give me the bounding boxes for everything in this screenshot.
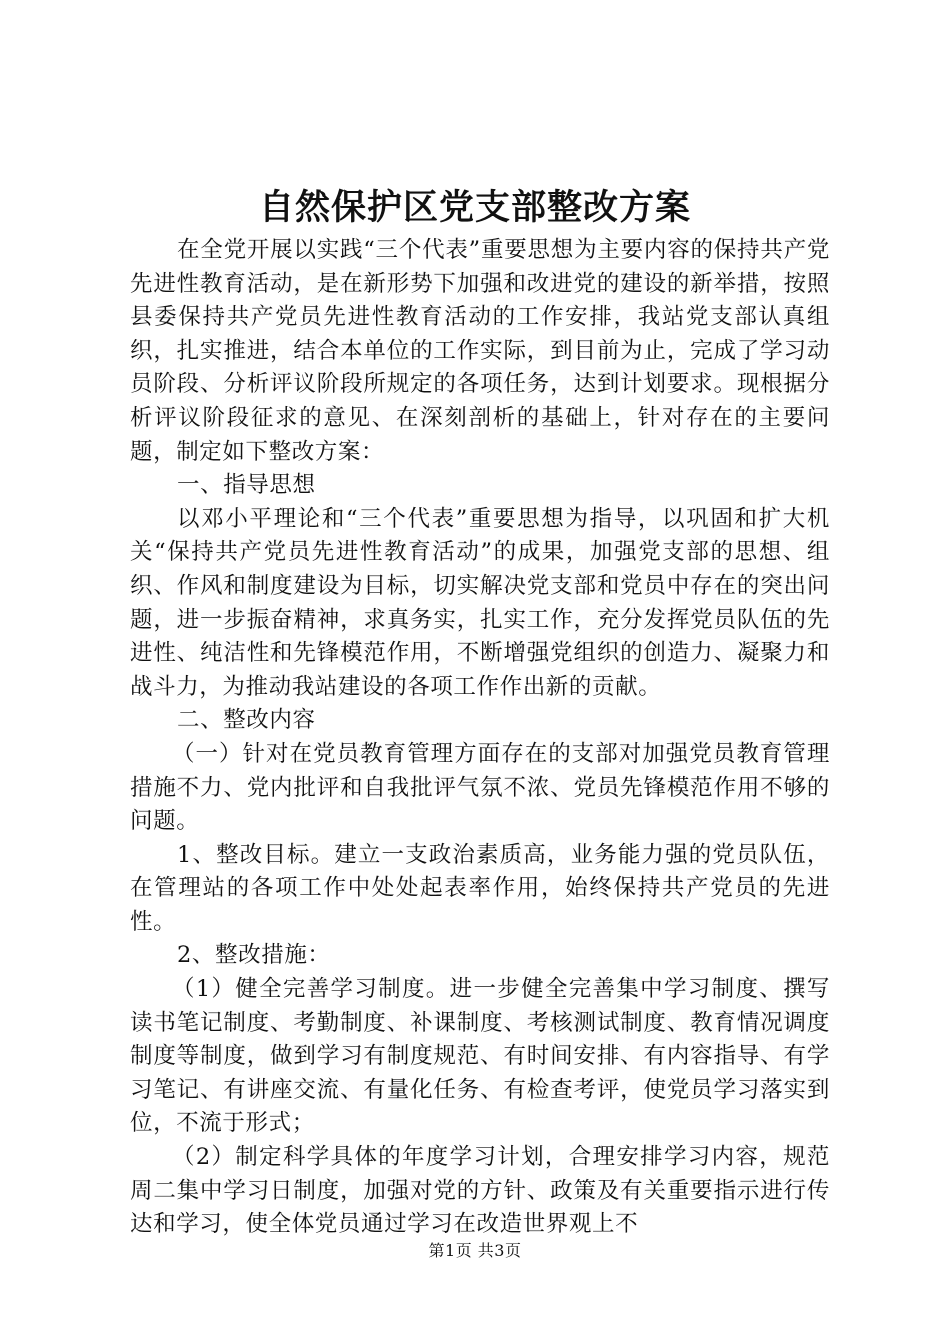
rectification-goal-paragraph: 1、整改目标。建立一支政治素质高，业务能力强的党员队伍，在管理站的各项工作中处处起表率作用，始终保持共产党员的先进性。	[130, 841, 830, 935]
issue-one-paragraph: （一）针对在党员教育管理方面存在的支部对加强党员教育管理措施不力、党内批评和自我批评气氛不浓、党员先锋模范作用不够的问题。	[130, 740, 830, 835]
document-body	[130, 234, 830, 1242]
document-title: 自然保护区党支部整改方案	[258, 187, 691, 228]
measure-one-paragraph: （1）健全完善学习制度。进一步健全完善集中学习制度、撰写读书笔记制度、考勤制度、补课制度、考核测试制度、教育情况调度制度等制度，做到学习有制度规范、有时间安排、有内容指导、有学习笔记、有讲座交流、有量化任务、有检查考评，使党员学习落实到位，不流于形式；	[130, 976, 830, 1137]
section-heading-guiding-thought: 一、指导思想	[177, 472, 316, 499]
section-heading-rectification-content: 二、整改内容	[177, 707, 316, 734]
rectification-measures-heading: 2、整改措施：	[177, 942, 331, 969]
measure-two-paragraph: （2）制定科学具体的年度学习计划，合理安排学习内容，规范周二集中学习日制度，加强对党的方针、政策及有关重要指示进行传达和学习，使全体党员通过学习在改造世界观上不	[130, 1144, 830, 1238]
guiding-thought-paragraph: 以邓小平理论和“三个代表”重要思想为指导，以巩固和扩大机关“保持共产党员先进性教育活动”的成果，加强党支部的思想、组织、作风和制度建设为目标，切实解决党支部和党员中存在的突出问题，进一步振奋精神，求真务实，扎实工作，充分发挥党员队伍的先进性、纯洁性和先锋模范作用，不断增强党组织的创造力、凝聚力和战斗力，为推动我站建设的各项工作作出新的贡献。	[130, 505, 830, 700]
intro-paragraph: 在全党开展以实践“三个代表”重要思想为主要内容的保持共产党先进性教育活动，是在新形势下加强和改进党的建设的新举措，按照县委保持共产党员先进性教育活动的工作安排，我站党支部认真组织，扎实推进，结合本单位的工作实际，到目前为止，完成了学习动员阶段、分析评议阶段所规定的各项任务，达到计划要求。现根据分析评议阶段征求的意见、在深刻剖析的基础上，针对存在的主要问题，制定如下整改方案：	[130, 237, 830, 465]
page-number-footer: 第1页 共3页	[428, 1241, 522, 1260]
